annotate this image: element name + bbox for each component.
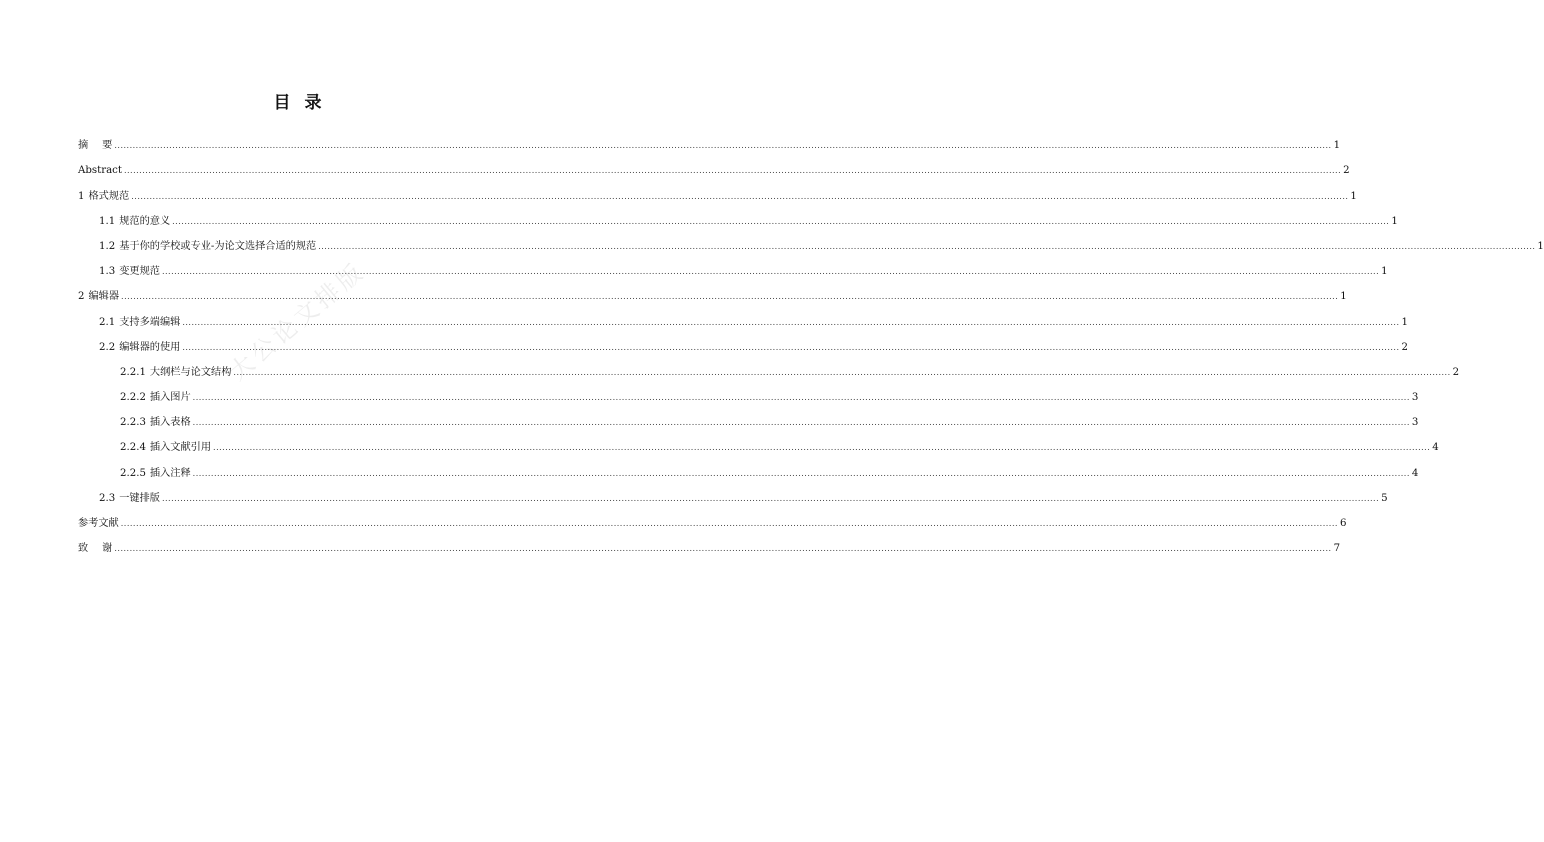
toc-entry-leader: ................................................................................................................................................................................................................................................................................................................................................................................................................ (192, 468, 1410, 478)
toc-entry-page-number: 1 (1381, 266, 1388, 278)
toc-entry[interactable] (78, 178, 1357, 203)
toc-entry-label: Abstract (78, 165, 122, 177)
watermark: 大公论文排版 (223, 256, 371, 387)
toc-entry[interactable] (78, 204, 1398, 229)
toc-entry-label: 一键排版 (119, 492, 160, 504)
toc-entry-page-number: 2 (1452, 366, 1460, 378)
toc-entry-number: 1.1 (99, 215, 116, 227)
toc-entry-page-number: 2 (1401, 341, 1408, 353)
toc-entry-number: 2.2.5 (120, 467, 146, 479)
toc-entry[interactable] (78, 153, 1350, 178)
toc-title-char-2: 录 (304, 93, 322, 113)
toc-entry-label: 格式规范 (88, 190, 130, 202)
toc-entry[interactable] (78, 506, 1347, 531)
toc-entry[interactable] (78, 380, 1419, 405)
toc-entry[interactable] (78, 229, 1544, 254)
toc-entry-page-number: 5 (1381, 492, 1388, 504)
toc-entry-label: 致谢 (78, 543, 127, 555)
toc-entry-label: 支持多端编辑 (119, 316, 181, 328)
toc-entry-page-number: 4 (1432, 442, 1439, 454)
toc-entry-number: 2.1 (99, 316, 116, 328)
toc-entry-number: 1.2 (99, 240, 116, 252)
toc-entry-page-number: 2 (1343, 165, 1350, 177)
toc-entry-label: 变更规范 (119, 266, 160, 278)
toc-entry-label: 插入文献引用 (149, 442, 212, 454)
toc-entry-number: 2.2.4 (120, 442, 146, 454)
toc-entry-leader: ................................................................................................................................................................................................................................................................................................................................................................................................................ (182, 342, 1400, 352)
toc-entry-leader: ................................................................................................................................................................................................................................................................................................................................................................................................................ (318, 241, 1536, 251)
toc-entry-page-number: 1 (1340, 291, 1347, 303)
toc-entry-leader: ................................................................................................................................................................................................................................................................................................................................................................................................................ (120, 519, 1338, 528)
toc-entry-label: 参考文献 (78, 518, 119, 529)
toc-entry[interactable] (78, 254, 1388, 279)
toc-entry-leader: ................................................................................................................................................................................................................................................................................................................................................................................................................ (114, 141, 1332, 151)
toc-entry-page-number: 1 (1401, 316, 1408, 328)
toc-entry-label: 插入图片 (149, 392, 191, 404)
toc-entry-leader: ................................................................................................................................................................................................................................................................................................................................................................................................................ (121, 292, 1339, 302)
toc-entry[interactable] (78, 405, 1419, 430)
toc-entry-leader: ................................................................................................................................................................................................................................................................................................................................................................................................................ (131, 191, 1349, 201)
toc-entry[interactable] (78, 330, 1408, 355)
table-of-contents (78, 128, 1544, 556)
toc-entry[interactable] (78, 355, 1460, 380)
toc-entry-page-number: 1 (1537, 240, 1544, 252)
toc-entry-page-number: 4 (1411, 467, 1419, 479)
toc-entry[interactable] (78, 455, 1419, 480)
toc-entry-leader: ................................................................................................................................................................................................................................................................................................................................................................................................................ (161, 493, 1380, 503)
toc-entry[interactable] (78, 279, 1347, 304)
toc-entry-leader: ................................................................................................................................................................................................................................................................................................................................................................................................................ (233, 367, 1451, 377)
toc-entry-page-number: 1 (1350, 190, 1357, 202)
toc-entry-number: 1.3 (99, 266, 116, 278)
toc-entry-label: 插入表格 (149, 417, 191, 429)
toc-entry-number: 2.2.2 (120, 392, 146, 404)
toc-title-char-1: 目 (273, 93, 291, 113)
toc-entry-page-number: 7 (1333, 543, 1341, 555)
toc-entry-leader: ................................................................................................................................................................................................................................................................................................................................................................................................................ (213, 443, 1431, 453)
toc-entry-page-number: 3 (1411, 417, 1419, 429)
toc-entry-label: 编辑器的使用 (119, 341, 181, 353)
toc-entry[interactable] (78, 304, 1408, 329)
toc-entry-page-number: 6 (1339, 518, 1347, 529)
toc-entry-leader: ................................................................................................................................................................................................................................................................................................................................................................................................................ (182, 317, 1400, 327)
toc-entry-number: 2 (78, 291, 85, 303)
toc-entry-page-number: 1 (1391, 215, 1398, 227)
toc-entry-label: 基于你的学校或专业-为论文选择合适的规范 (119, 240, 317, 252)
toc-entry-label: 规范的意义 (119, 215, 171, 227)
toc-entry-number: 2.2 (99, 341, 116, 353)
toc-entry-label: 大纲栏与论文结构 (149, 366, 232, 378)
toc-entry-label: 编辑器 (88, 291, 120, 303)
toc-entry-number: 2.2.3 (120, 417, 146, 429)
toc-entry-number: 2.2.1 (120, 366, 146, 378)
toc-entry-page-number: 3 (1411, 392, 1419, 404)
toc-entry-label: 插入注释 (149, 467, 191, 479)
toc-entry-leader: ................................................................................................................................................................................................................................................................................................................................................................................................................ (161, 267, 1380, 277)
toc-entry[interactable] (78, 481, 1388, 506)
toc-entry-number: 2.3 (99, 492, 116, 504)
toc-entry[interactable] (78, 128, 1341, 153)
toc-entry-number: 1 (78, 190, 85, 202)
toc-entry[interactable] (78, 531, 1341, 556)
toc-entry-page-number: 1 (1333, 140, 1341, 152)
toc-entry-leader: ................................................................................................................................................................................................................................................................................................................................................................................................................ (192, 418, 1410, 428)
toc-title (0, 88, 595, 113)
toc-entry[interactable] (78, 430, 1439, 455)
toc-entry-label: 摘要 (78, 140, 127, 152)
toc-entry-leader: ................................................................................................................................................................................................................................................................................................................................................................................................................ (123, 166, 1342, 176)
toc-entry-leader: ................................................................................................................................................................................................................................................................................................................................................................................................................ (172, 216, 1390, 226)
toc-entry-leader: ................................................................................................................................................................................................................................................................................................................................................................................................................ (114, 544, 1332, 554)
toc-entry-leader: ................................................................................................................................................................................................................................................................................................................................................................................................................ (192, 393, 1410, 403)
